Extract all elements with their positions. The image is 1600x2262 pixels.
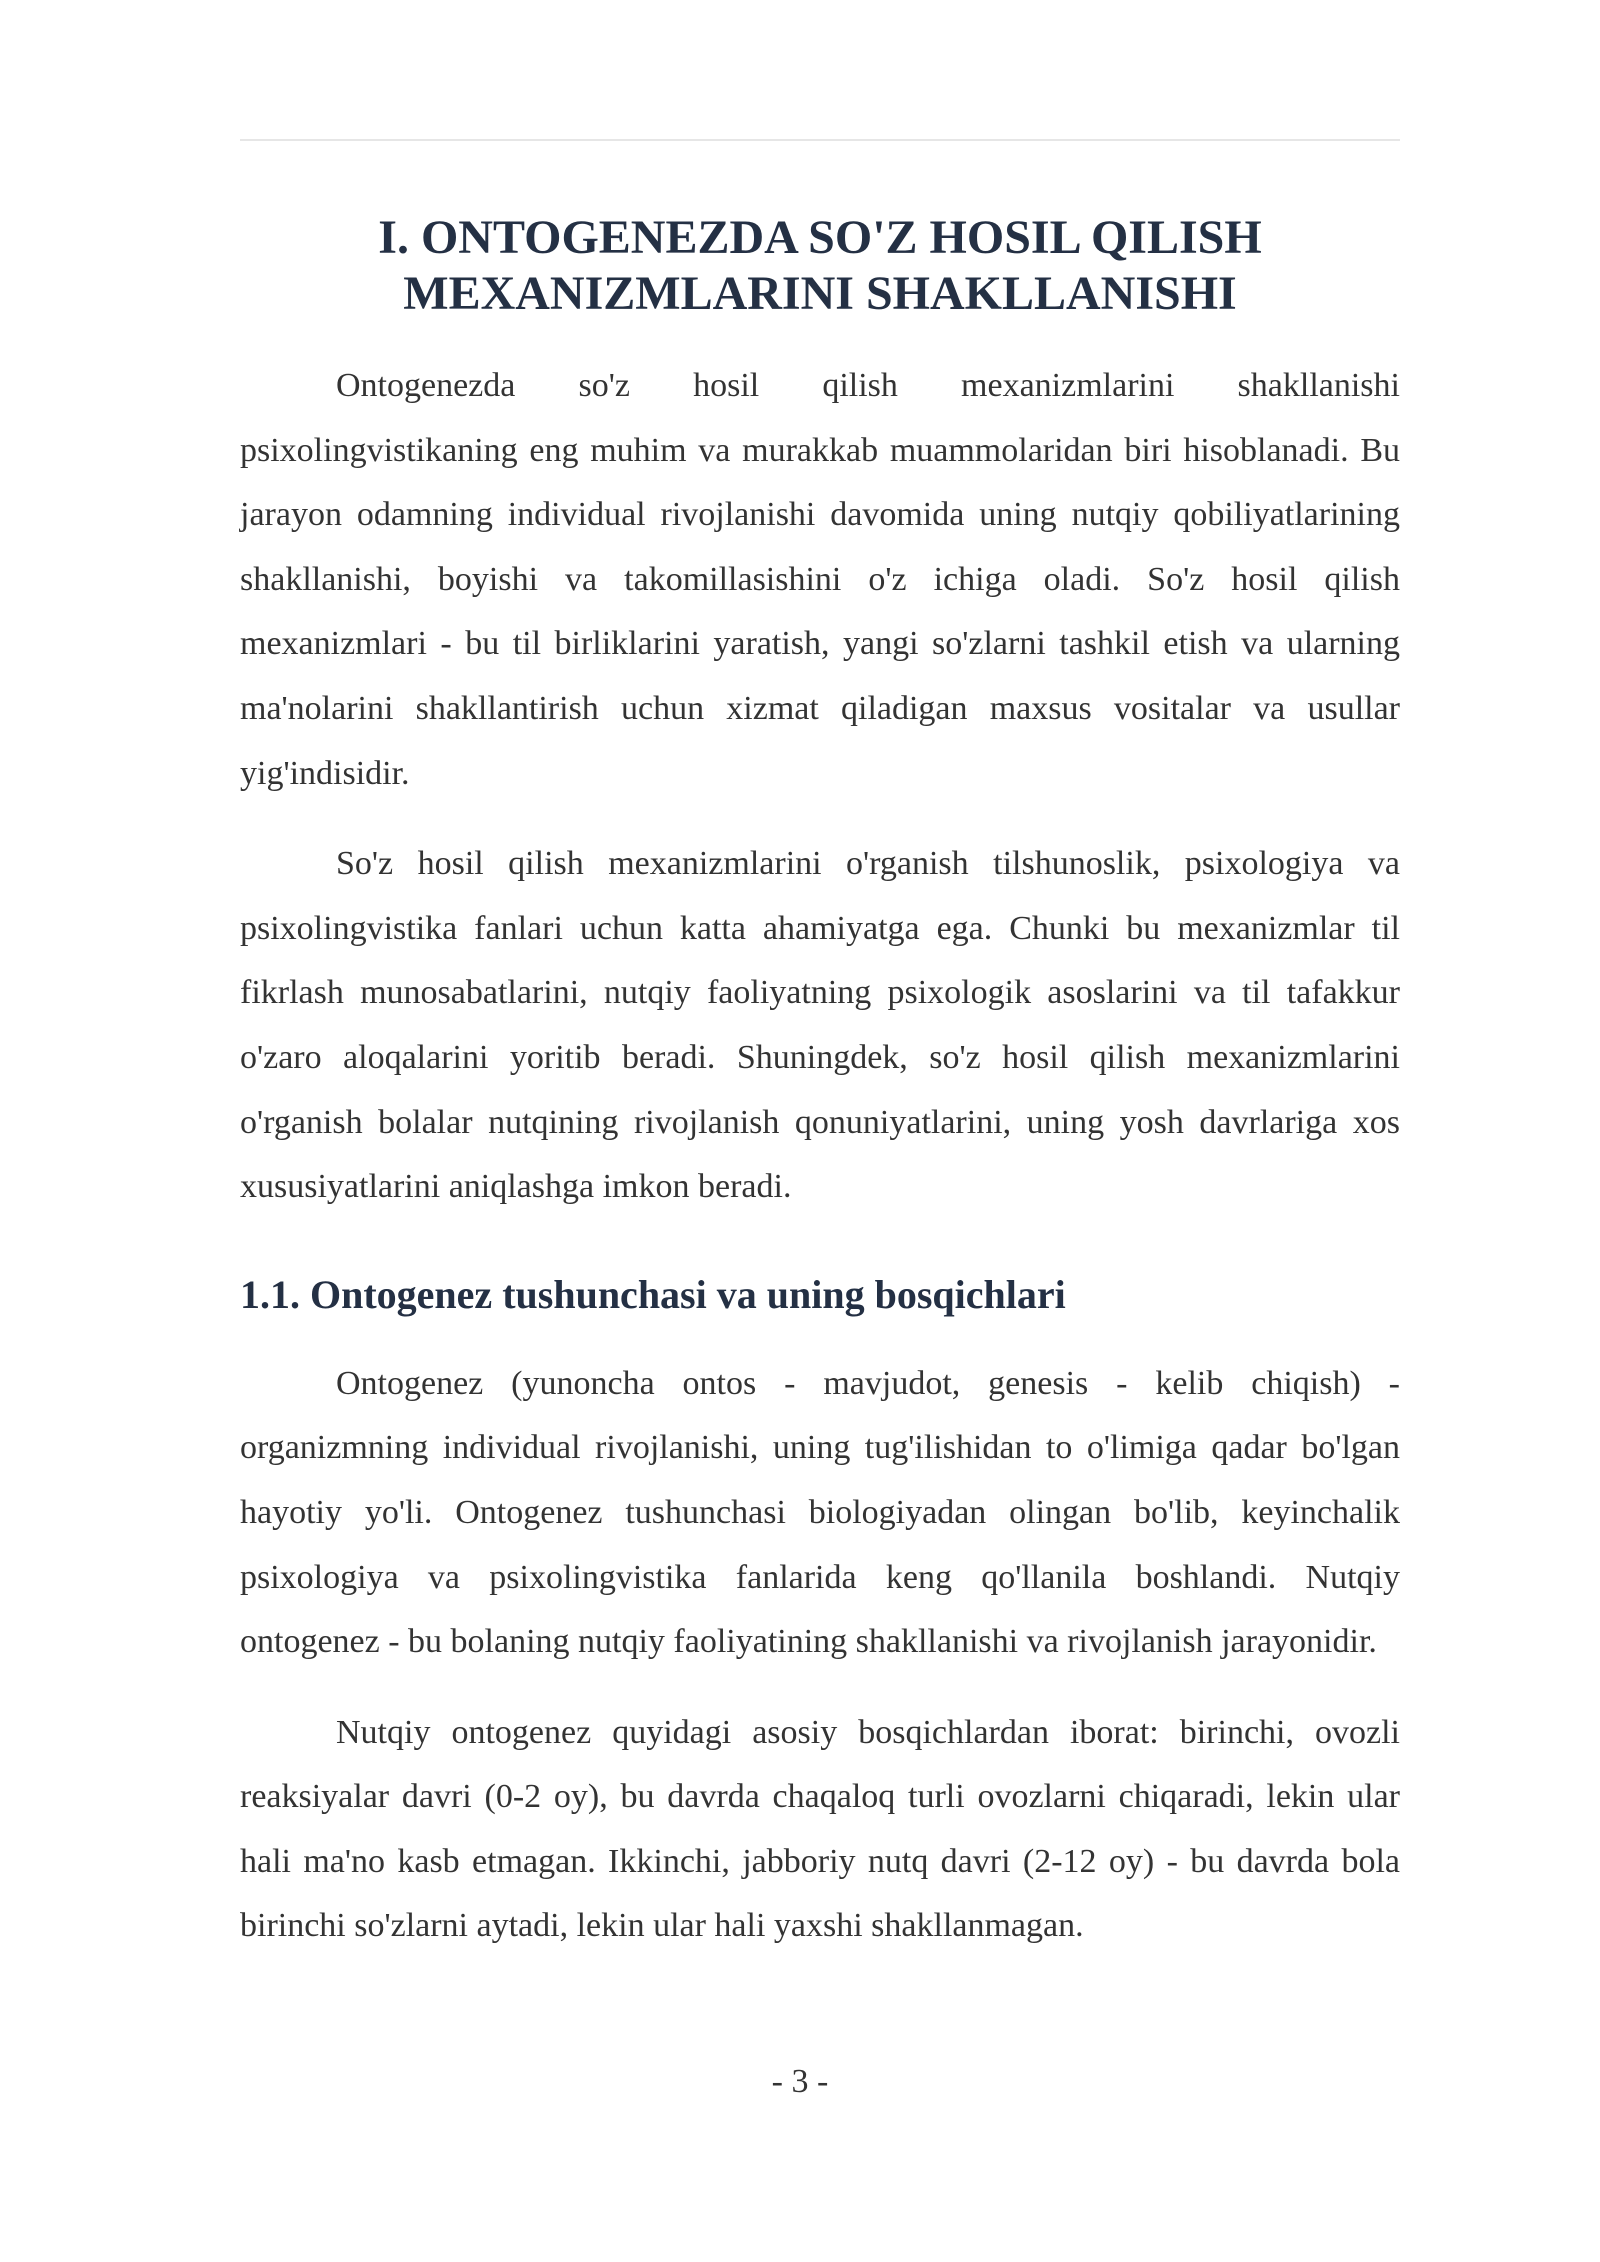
header-divider [240, 139, 1400, 141]
chapter-title [240, 210, 1400, 322]
paragraph-1: Ontogenezda so'z hosil qilish mexanizmlarini shakllanishi psixolingvistikaning eng muhim va murakkab muammolaridan biri hisoblanadi. Bu jarayon odamning individual rivojlanishi davomida uning nutqiy qobiliyatlarining shakllanishi, boyishi va takomillasishini o'z ichiga oladi. So'z hosil qilish mexanizmlari - bu til birliklarini yaratish, yangi so'zlarni tashkil etish va ularning ma'nolarini shakllantirish uchun xizmat qiladigan maxsus vositalar va usullar yig'indisidir. [240, 367, 1400, 792]
paragraph-4: Nutqiy ontogenez quyidagi asosiy bosqichlardan iborat: birinchi, ovozli reaksiyalar davri (0-2 oy), bu davrda chaqaloq turli ovozlarni chiqaradi, lekin ular hali ma'no kasb etmagan. Ikkinchi, jabboriy nutq davri (2-12 oy) - bu davrda bola birinchi so'zlarni aytadi, lekin ular hali yaxshi shakllanmagan. [240, 1713, 1400, 1945]
page-content [240, 210, 1400, 1959]
chapter-title-line-2: MEXANIZMLARINI SHAKLLANISHI [403, 267, 1237, 320]
paragraph-3: Ontogenez (yunoncha ontos - mavjudot, genesis - kelib chiqish) - organizmning individual rivojlanishi, uning tug'ilishidan to o'limiga qadar bo'lgan hayotiy yo'li. Ontogenez tushunchasi biologiyadan olingan bo'lib, keyinchalik psixologiya va psixolingvistika fanlarida keng qo'llanila boshlandi. Nutqiy ontogenez - bu bolaning nutqiy faoliyatining shakllanishi va rivojlanish jarayonidir. [240, 1364, 1400, 1661]
section-title: 1.1. Ontogenez tushunchasi va uning bosqichlari [240, 1271, 1066, 1317]
paragraph-2: So'z hosil qilish mexanizmlarini o'rganish tilshunoslik, psixologiya va psixolingvistika fanlari uchun katta ahamiyatga ega. Chunki bu mexanizmlar til fikrlash munosabatlarini, nutqiy faoliyatning psixologik asoslarini va til tafakkur o'zaro aloqalarini yoritib beradi. Shuningdek, so'z hosil qilish mexanizmlarini o'rganish bolalar nutqining rivojlanish qonuniyatlarini, uning yosh davrlariga xos xususiyatlarini aniqlashga imkon beradi. [240, 845, 1400, 1206]
page-number: - 3 - [771, 2063, 829, 2100]
chapter-title-line-1: I. ONTOGENEZDA SO'Z HOSIL QILISH [378, 211, 1262, 264]
